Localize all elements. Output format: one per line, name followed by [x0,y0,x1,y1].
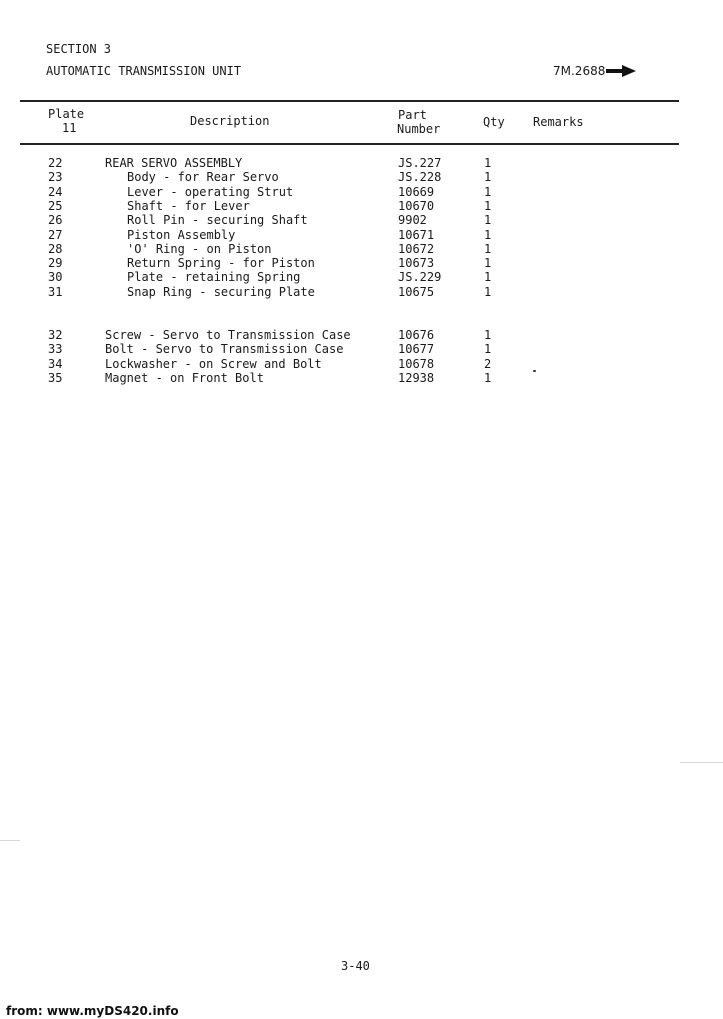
description-cell: Screw - Servo to Transmission Case [105,328,351,342]
qty-cell: 1 [484,256,492,271]
qty-cell: 1 [484,198,492,213]
plate-number-cell: 26 [48,213,63,228]
description-cell: Roll Pin - securing Shaft [127,213,308,228]
qty-cell: 1 [484,227,492,242]
description-cell: Plate - retaining Spring [127,270,301,285]
right-arrow-icon [606,65,636,77]
description-cell: REAR SERVO ASSEMBLY [105,156,243,170]
description-cell: Return Spring - for Piston [127,256,315,271]
qty-cell: 1 [484,342,492,357]
scan-artifact-line [0,840,20,841]
section-label: SECTION 3 [46,42,112,56]
table-row [0,285,723,299]
remarks-header: Remarks [533,115,584,129]
qty-cell: 1 [484,184,492,199]
part-number-cell: 10669 [398,184,435,199]
plate-number-cell: 30 [48,270,63,285]
plate-number-cell: 32 [48,328,63,342]
description-cell: Body - for Rear Servo [127,170,279,185]
qty-cell: 1 [484,270,492,285]
part-number-cell: 12938 [398,370,435,385]
plate-number-cell: 35 [48,370,63,385]
description-cell: Snap Ring - securing Plate [127,284,315,299]
part-header: Part [398,108,427,122]
reference-number: 7M.2688 [553,64,606,78]
table-row [0,371,723,385]
table-top-rule [20,100,679,102]
description-cell: 'O' Ring - on Piston [127,241,272,256]
table-row [0,170,723,184]
source-footer: from: www.myDS420.info [6,1004,179,1018]
part-number-cell: JS.227 [398,156,442,170]
scan-speck [533,370,536,372]
plate-number-cell: 25 [48,198,63,213]
table-row [0,357,723,371]
table-row [0,270,723,284]
plate-number-header: 11 [62,121,77,135]
table-row [0,228,723,242]
qty-cell: 1 [484,284,492,299]
description-cell: Magnet - on Front Bolt [105,370,264,385]
part-number-cell: JS.228 [398,170,442,185]
table-row [0,156,723,170]
description-cell: Lockwasher - on Screw and Bolt [105,356,322,371]
qty-cell: 1 [484,170,492,185]
plate-number-cell: 27 [48,227,63,242]
qty-header: Qty [483,115,505,129]
table-row [0,185,723,199]
qty-cell: 1 [484,156,492,170]
part-number-cell: 10677 [398,342,435,357]
part-number-cell: 10671 [398,227,435,242]
table-row [0,213,723,227]
part-number-cell: 10676 [398,328,435,342]
scan-artifact-line [680,762,723,763]
plate-number-cell: 31 [48,284,63,299]
part-number-header: Number [397,122,441,136]
qty-cell: 1 [484,328,492,342]
part-number-cell: 9902 [398,213,427,228]
unit-title: AUTOMATIC TRANSMISSION UNIT [46,64,242,78]
plate-number-cell: 23 [48,170,63,185]
description-cell: Shaft - for Lever [127,198,250,213]
qty-cell: 1 [484,241,492,256]
part-number-cell: 10673 [398,256,435,271]
part-number-cell: JS.229 [398,270,442,285]
qty-cell: 2 [484,356,492,371]
plate-header: Plate [48,107,85,121]
table-header-rule [20,143,679,145]
part-number-cell: 10672 [398,241,435,256]
description-cell: Piston Assembly [127,227,236,242]
description-cell: Bolt - Servo to Transmission Case [105,342,344,357]
table-row [0,328,723,342]
description-header: Description [190,114,270,128]
qty-cell: 1 [484,370,492,385]
table-row [0,242,723,256]
part-number-cell: 10675 [398,284,435,299]
table-row [0,342,723,356]
qty-cell: 1 [484,213,492,228]
part-number-cell: 10670 [398,198,435,213]
part-number-cell: 10678 [398,356,435,371]
plate-number-cell: 29 [48,256,63,271]
table-row [0,256,723,270]
plate-number-cell: 28 [48,241,63,256]
plate-number-cell: 33 [48,342,63,357]
plate-number-cell: 22 [48,156,63,170]
page-number: 3-40 [341,959,370,973]
table-row [0,199,723,213]
description-cell: Lever - operating Strut [127,184,294,199]
plate-number-cell: 24 [48,184,63,199]
plate-number-cell: 34 [48,356,63,371]
